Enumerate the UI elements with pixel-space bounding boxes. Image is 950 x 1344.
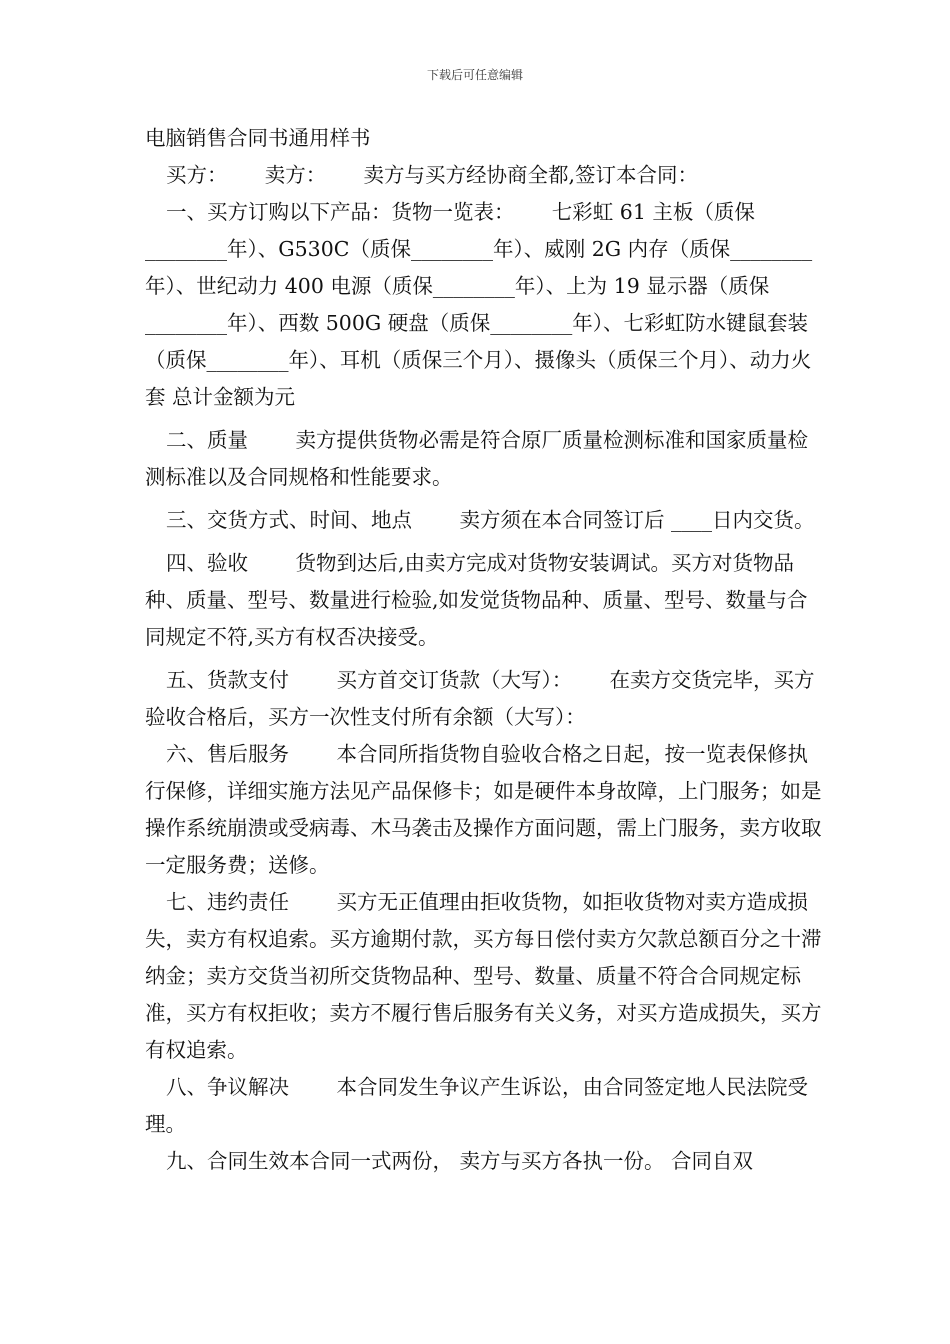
paragraph-acceptance: 四、验收 货物到达后,由卖方完成对货物安装调试。买方对货物品种、质量、型号、数量进行检验,如发觉货物品种、质量、型号、数量与合同规定不符,买方有权否决接受。 [145,551,808,649]
paragraph-liability: 七、违约责任 买方无正值理由拒收货物，如拒收货物对卖方造成损失，卖方有权追索。买方逾期付款，买方每日偿付卖方欠款总额百分之十滞纳金；卖方交货当初所交货物品种、型号、数量、质量不符合合同规定标准，买方有权拒收；卖方不履行售后服务有关义务，对买方造成损失，买方有权追索。 [145,890,822,1062]
paragraph-quality: 二、质量 卖方提供货物必需是符合原厂质量检测标准和国家质量检测标准以及合同规格和性能要求。 [145,428,809,489]
document-title: 电脑销售合同书通用样书 [145,126,371,150]
paragraph-parties: 买方： 卖方： 卖方与买方经协商全都,签订本合同： [166,163,699,187]
document-body [145,120,825,1180]
paragraph-dispute: 八、争议解决 本合同发生争议产生诉讼，由合同签定地人民法院受理。 [145,1075,809,1136]
page-header: 下载后可任意编辑 [426,68,523,82]
paragraph-effective: 九、合同生效本合同一式两份， 卖方与买方各执一份。 合同自双 [166,1149,754,1173]
paragraph-payment: 五、货款支付 买方首交订货款（大写）： 在卖方交货完毕，买方验收合格后，买方一次性支付所有余额（大写）： [145,668,815,729]
paragraph-products: 一、买方订购以下产品：货物一览表： 七彩虹 61 主板（质保________年）、G530C（质保________年）、威刚 2G 内存（质保________年）、世纪动力 400 电源（质保________年）、上为 19 显示器（质保________年）、西数 500G 硬盘（质保________年）、七彩虹防水键鼠套装（质保________年）、耳机（质保三个月）、摄像头（质保三个月）、动力火套 总计金额为元 [145,200,813,409]
paragraph-after-sales: 六、售后服务 本合同所指货物自验收合格之日起，按一览表保修执行保修，详细实施方法见产品保修卡；如是硬件本身故障，上门服务；如是操作系统崩溃或受病毒、木马袭击及操作方面问题，需上门服务，卖方收取一定服务费；送修。 [145,742,822,877]
paragraph-delivery: 三、交货方式、时间、地点 卖方须在本合同签订后 ____日内交货。 [166,508,815,532]
